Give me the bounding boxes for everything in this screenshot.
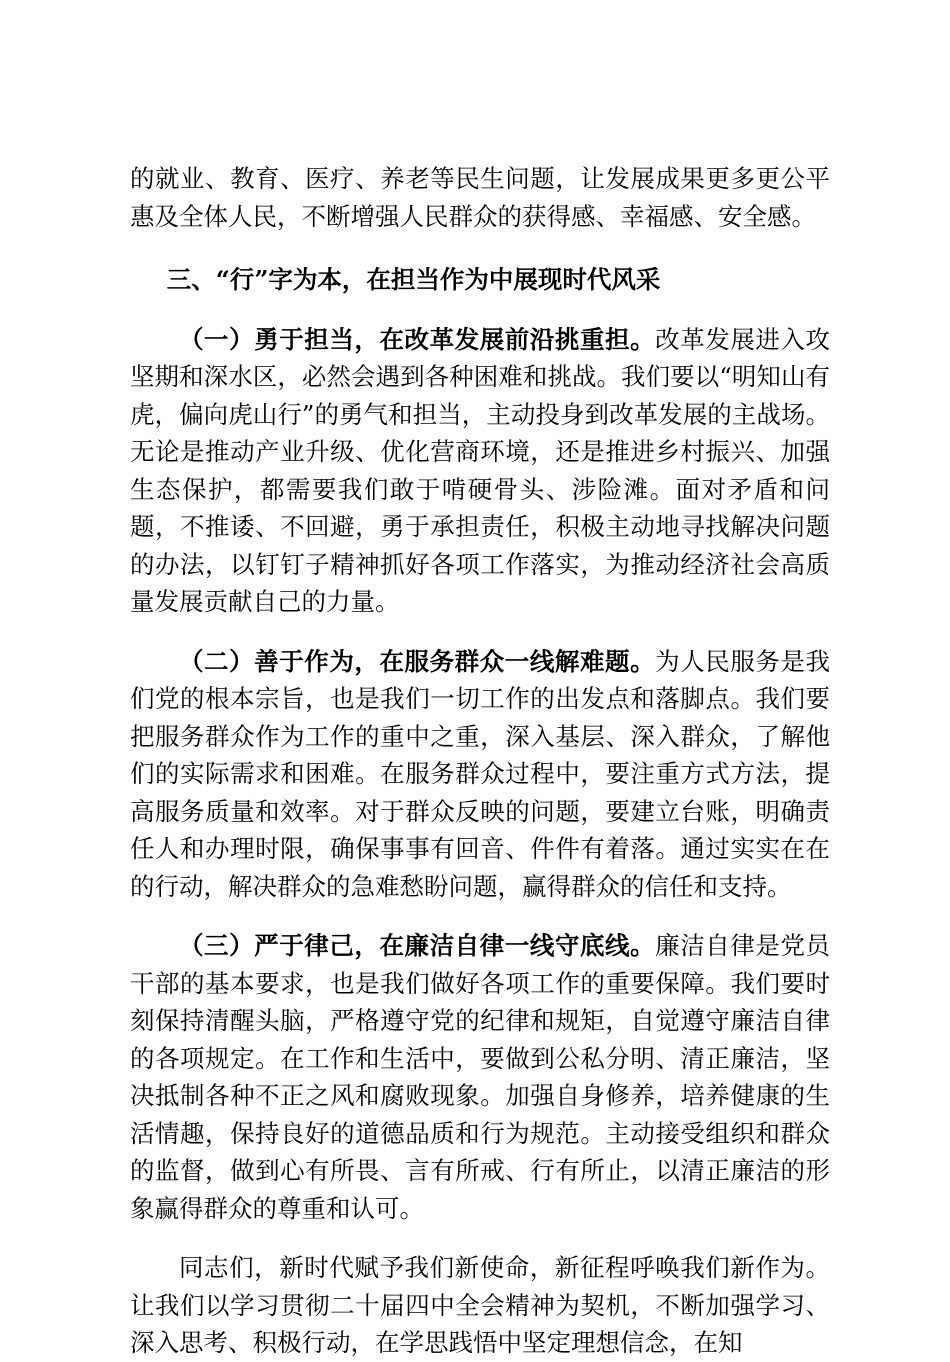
paragraph-subsection-1 [130,321,830,621]
paragraph-subsection-2 [130,643,830,906]
paragraph-text: 的就业、教育、医疗、养老等民生问题，让发展成果更多更公平惠及全体人民，不断增强人民群众的获得感、幸福感、安全感。 [130,164,830,231]
section-heading: 三、“行”字为本，在担当作为中展现时代风采 [166,265,661,294]
paragraph-text: 改革发展进入攻坚期和深水区，必然会遇到各种困难和挑战。我们要以“明知山有虎，偏向虎山行”的勇气和担当，主动投身到改革发展的主战场。无论是推动产业升级、优化营商环境，还是推进乡村振兴、加强生态保护，都需要我们敢于啃硬骨头、涉险滩。面对矛盾和问题，不推诿、不回避，勇于承担责任，积极主动地寻找解决问题的办法，以钉钉子精神抓好各项工作落实，为推动经济社会高质量发展贡献自己的力量。 [130,324,830,616]
paragraph-text: 廉洁自律是党员干部的基本要求，也是我们做好各项工作的重要保障。我们要时刻保持清醒头脑，严格遵守党的纪律和规矩，自觉遵守廉洁自律的各项规定。在工作和生活中，要做到公私分明、清正廉洁，坚决抵制各种不正之风和腐败现象。加强自身修养，培养健康的生活情趣，保持良好的道德品质和行为规范。主动接受组织和群众的监督，做到心有所畏、言有所戒、行有所止，以清正廉洁的形象赢得群众的尊重和认可。 [130,931,830,1223]
paragraph-text: 为人民服务是我们党的根本宗旨，也是我们一切工作的出发点和落脚点。我们要把服务群众作为工作的重中之重，深入基层、深入群众，了解他们的实际需求和困难。在服务群众过程中，要注重方式方法，提高服务质量和效率。对于群众反映的问题，要建立台账，明确责任人和办理时限，确保事事有回音、件件有着落。通过实实在在的行动，解决群众的急难愁盼问题，赢得群众的信任和支持。 [130,646,830,901]
paragraph-text: 同志们，新时代赋予我们新使命，新征程呼唤我们新作为。让我们以学习贯彻二十届四中全会精神为契机，不断加强学习、深入思考、积极行动，在学思践悟中坚定理想信念，在知 [130,1253,830,1357]
paragraph-continuation [130,160,830,235]
subsection-heading: （一）勇于担当，在改革发展前沿挑重担。 [179,324,656,354]
subsection-heading: （三）严于律己，在廉洁自律一线守底线。 [179,931,656,960]
subsection-heading: （二）善于作为，在服务群众一线解难题。 [179,646,656,676]
document-page [130,160,830,1362]
paragraph-subsection-3 [130,927,830,1227]
paragraph-closing [130,1249,830,1362]
